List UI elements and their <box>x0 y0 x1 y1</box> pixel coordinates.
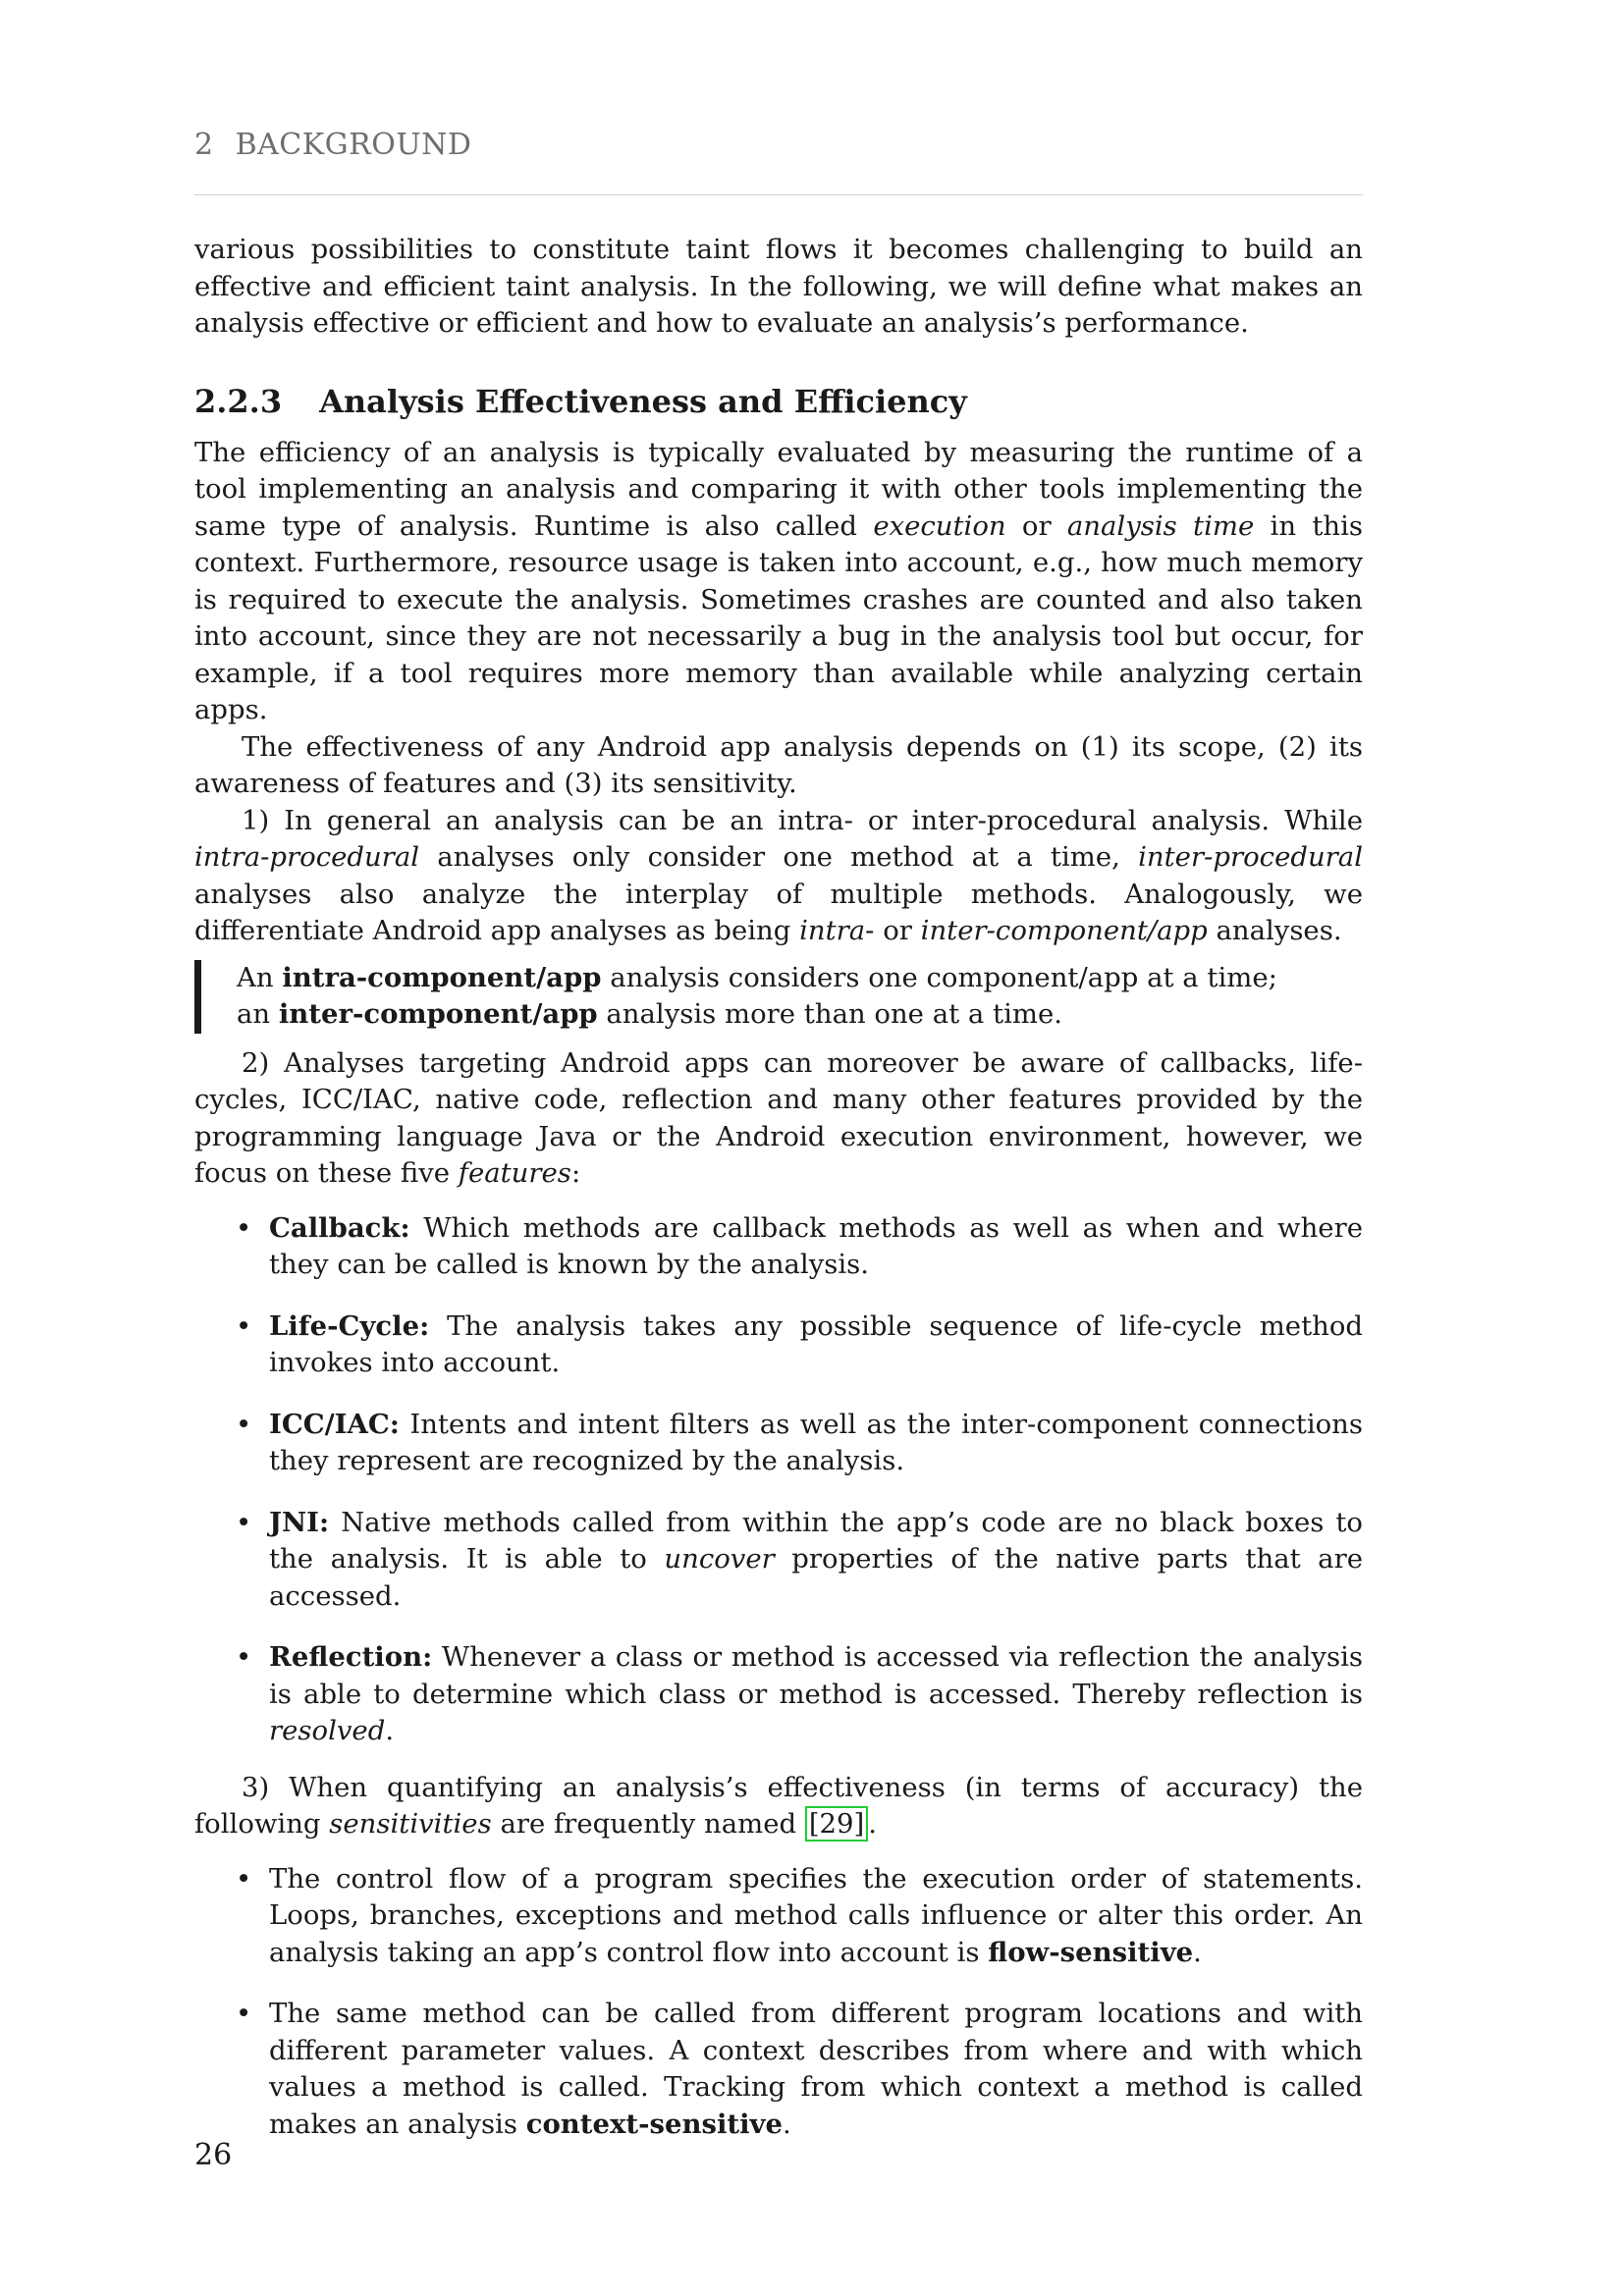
list-item: • The control flow of a program specifies the execution order of statements. Loops, branches, exceptions and method calls influence or alter this order. An analysis taking an app’s control flow into account is flow-sensitive. <box>236 1862 1363 1968</box>
intro-paragraph: various possibilities to constitute taint flows it becomes challenging to build an effective and efficient taint analysis. In the following, we will define what makes an analysis effective or efficient and how to evaluate an analysis’s performance. <box>194 234 1363 339</box>
bullet-icon: • <box>236 1998 252 2029</box>
section-heading <box>194 382 1363 421</box>
bullet-icon: • <box>236 1309 252 1342</box>
citation-link[interactable]: [29] <box>805 1806 868 1842</box>
bullet-icon: • <box>236 1211 252 1244</box>
scope-paragraph: 1) In general an analysis can be an intra- or inter-procedural analysis. While intra-procedural analyses only consider one method at a time, inter-procedural analyses also analyze the interplay of multiple methods. Analogously, we differentiate Android app analyses as being intra- or inter-component/app analyses. <box>194 804 1363 946</box>
list-item: • ICC/IAC: Intents and intent filters as well as the inter-component connections they represent are recognized by the analysis. <box>236 1408 1363 1476</box>
list-item: • Callback: Which methods are callback methods as well as when and where they can be called is known by the analysis. <box>236 1211 1363 1280</box>
bullet-icon: • <box>236 1506 252 1538</box>
efficiency-paragraph: The efficiency of an analysis is typically evaluated by measuring the runtime of a tool implementing an analysis and comparing it with other tools implementing the same type of analysis. Runtime is also called execution or analysis time in this context. Furthermore, resource usage is taken into account, e.g., how much memory is required to execute the analysis. Sometimes crashes are counted and also taken into account, since they are not necessarily a bug in the analysis tool but occur, for example, if a tool requires more memory than available while analyzing certain apps. <box>194 436 1363 725</box>
bullet-icon: • <box>236 1641 252 1673</box>
body-text <box>194 232 1363 2167</box>
list-item: • Reflection: Whenever a class or method is accessed via reflection the analysis is able to determine which class or method is accessed. Thereby reflection is resolved. <box>236 1641 1363 1746</box>
chapter-title: BACKGROUND <box>235 128 472 162</box>
sensitivities-list <box>194 1861 1363 2144</box>
definition-box <box>194 960 1363 1034</box>
page-number: 26 <box>194 2138 233 2172</box>
definition-line-inter: an inter-component/app analysis more than one at a time. <box>237 998 1062 1030</box>
section-title: Analysis Effectiveness and Efficiency <box>319 382 967 420</box>
chapter-number: 2 <box>194 128 214 162</box>
running-header <box>194 128 1363 162</box>
bullet-icon: • <box>236 1408 252 1440</box>
header-rule <box>194 194 1363 195</box>
list-item: • JNI: Native methods called from within the app’s code are no black boxes to the analysis. It is able to uncover properties of the native parts that are accessed. <box>236 1506 1363 1612</box>
list-item: • Life-Cycle: The analysis takes any possible sequence of life-cycle method invokes into account. <box>236 1309 1363 1378</box>
bullet-icon: • <box>236 1862 252 1895</box>
definition-line-intra: An intra-component/app analysis considers one component/app at a time; <box>237 961 1277 993</box>
list-item: • The same method can be called from different program locations and with different parameter values. A context describes from where and with which values a method is called. Tracking from which context a method is called makes an analysis context-sensitive. <box>236 1998 1363 2140</box>
features-paragraph: 2) Analyses targeting Android apps can moreover be aware of callbacks, life-cycles, ICC/IAC, native code, reflection and many other features provided by the programming language Java or the Android execution environment, however, we focus on these five features: <box>194 1046 1363 1189</box>
sensitivity-paragraph: 3) When quantifying an analysis’s effectiveness (in terms of accuracy) the following sensitivities are frequently named [29] . <box>194 1771 1363 1840</box>
effectiveness-paragraph: The effectiveness of any Android app analysis depends on (1) its scope, (2) its awareness of features and (3) its sensitivity. <box>194 730 1363 799</box>
features-list <box>194 1210 1363 1750</box>
section-number: 2.2.3 <box>194 382 283 420</box>
